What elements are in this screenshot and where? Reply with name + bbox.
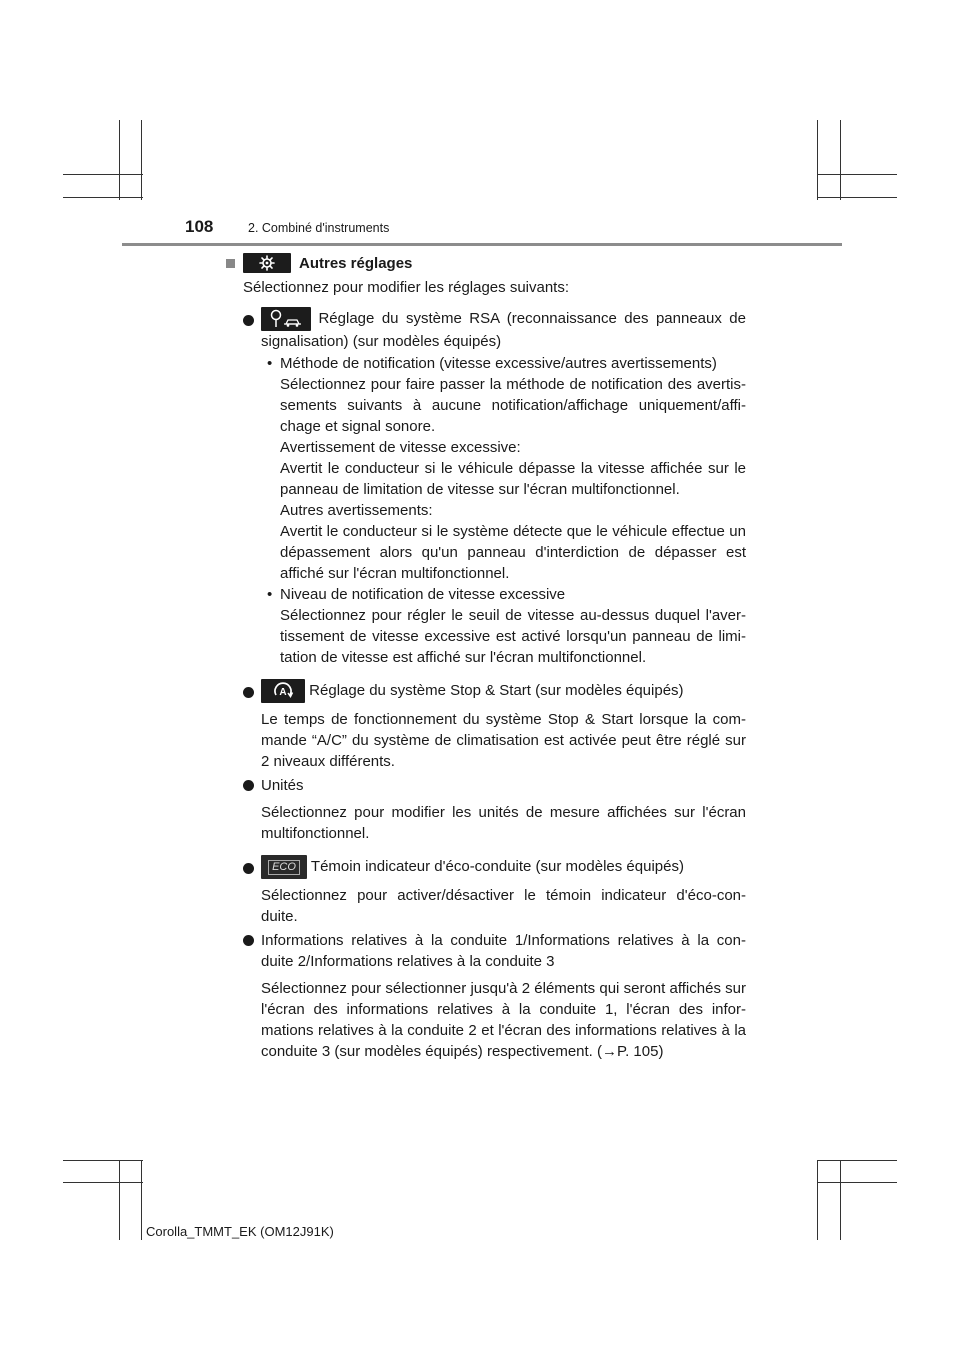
round-bullet-icon	[243, 687, 254, 698]
crop-mark	[141, 120, 142, 200]
units-title: Unités	[261, 777, 304, 794]
list-item-units	[226, 775, 746, 844]
round-bullet-icon	[243, 780, 254, 791]
header-divider	[122, 243, 842, 246]
paragraph: Avertissement de vitesse excessive:	[280, 439, 521, 456]
svg-text:A: A	[279, 687, 287, 698]
crop-mark	[141, 1160, 142, 1240]
section-title-text: Autres réglages	[299, 254, 413, 272]
small-bullet: •	[267, 586, 273, 603]
driving-info-title: Informations relatives à la conduite 1/Informations relatives à la con-duite 2/Informations relatives à la conduite 3	[261, 932, 746, 970]
document-id: Corolla_TMMT_EK (OM12J91K)	[146, 1224, 334, 1239]
square-bullet-icon	[226, 259, 235, 268]
crop-mark	[817, 174, 897, 175]
stop-start-a-icon	[261, 679, 305, 703]
rsa-title-line	[261, 307, 746, 353]
rsa-title: Réglage du système RSA (reconnaissance des panneaux de signalisation) (sur modèles équipés)	[261, 309, 746, 350]
section-header: 2. Combiné d'instruments	[248, 221, 390, 235]
paragraph: Sélectionnez pour régler le seuil de vitesse au-dessus duquel l'aver-tissement de vitesse excessive est activé lorsqu'un panneau de limi-tation de vitesse est affiché sur l'écran multifonctionnel.	[280, 607, 746, 666]
eco-title: Témoin indicateur d'éco-conduite (sur modèles équipés)	[310, 857, 684, 875]
page-number: 108	[185, 217, 214, 236]
paragraph: Avertit le conducteur si le véhicule dépasse la vitesse affichée sur le panneau de limitation de vitesse sur l'écran multifonctionnel.	[280, 460, 746, 498]
sub-item-speed-level	[261, 584, 746, 668]
section-heading	[226, 252, 746, 274]
closing-paren: )	[658, 1043, 664, 1060]
round-bullet-icon	[243, 315, 254, 326]
paragraph: Avertit le conducteur si le système détecte que le véhicule effectue un dépassement alors qu'un panneau d'interdiction de dépasser est affiché sur l'écran multifonctionnel.	[280, 523, 746, 582]
eco-description: Sélectionnez pour activer/désactiver le témoin indicateur d'éco-con-duite.	[261, 887, 746, 925]
crop-mark	[840, 120, 841, 200]
crop-mark	[817, 1182, 897, 1183]
eco-icon-label: ECO	[268, 860, 300, 875]
crop-mark	[63, 174, 143, 175]
crop-mark	[817, 120, 818, 200]
sub-item-title: Niveau de notification de vitesse excessive	[280, 586, 566, 603]
paragraph: Autres avertissements:	[280, 502, 433, 519]
page-reference-link[interactable]: P. 105	[617, 1043, 659, 1060]
crop-mark	[840, 1160, 841, 1240]
crop-mark	[817, 1160, 897, 1161]
page-content	[226, 252, 746, 1062]
crop-mark	[63, 1182, 143, 1183]
section-intro: Sélectionnez pour modifier les réglages suivants:	[243, 279, 570, 296]
crop-mark	[119, 120, 120, 200]
units-description: Sélectionnez pour modifier les unités de mesure affichées sur l'écran multifonctionnel.	[261, 804, 746, 842]
eco-title-line	[261, 855, 746, 879]
stop-start-description: Le temps de fonctionnement du système Stop & Start lorsque la com-mande “A/C” du système de climatisation est activée peut être réglé sur 2 niveaux différents.	[261, 711, 746, 770]
arrow-icon: →	[602, 1043, 618, 1060]
sub-item-notification-method	[261, 353, 746, 584]
crop-mark	[63, 197, 143, 198]
crop-mark	[119, 1160, 120, 1240]
crop-mark	[817, 197, 897, 198]
eco-indicator-icon	[261, 855, 307, 879]
list-item-stop-start	[226, 679, 746, 772]
round-bullet-icon	[243, 863, 254, 874]
list-item-eco	[226, 855, 746, 927]
driving-info-text: Sélectionnez pour sélectionner jusqu'à 2 éléments qui seront affichés sur l'écran des informations relatives à la conduite 1, l'écran des infor-mations relatives à la conduite 2 et l'écran des informations relatives à la conduite 3 (sur modèles équipés) respectivement. (	[261, 980, 746, 1060]
gear-icon	[243, 253, 291, 273]
crop-mark	[63, 1160, 143, 1161]
stop-start-title: Réglage du système Stop & Start (sur modèles équipés)	[309, 681, 684, 699]
sub-item-title: Méthode de notification (vitesse excessive/autres avertissements)	[280, 355, 717, 372]
list-item-rsa	[226, 307, 746, 668]
stop-start-title-line	[261, 679, 746, 703]
driving-info-description	[261, 978, 746, 1062]
paragraph: Sélectionnez pour faire passer la méthode de notification des avertis-sements suivants à aucune notification/affichage uniquement/affi-chage et signal sonore.	[280, 376, 746, 435]
small-bullet: •	[267, 355, 273, 372]
list-item-driving-info	[226, 930, 746, 1062]
crop-mark	[817, 1160, 818, 1240]
round-bullet-icon	[243, 935, 254, 946]
road-sign-car-icon	[261, 307, 311, 331]
